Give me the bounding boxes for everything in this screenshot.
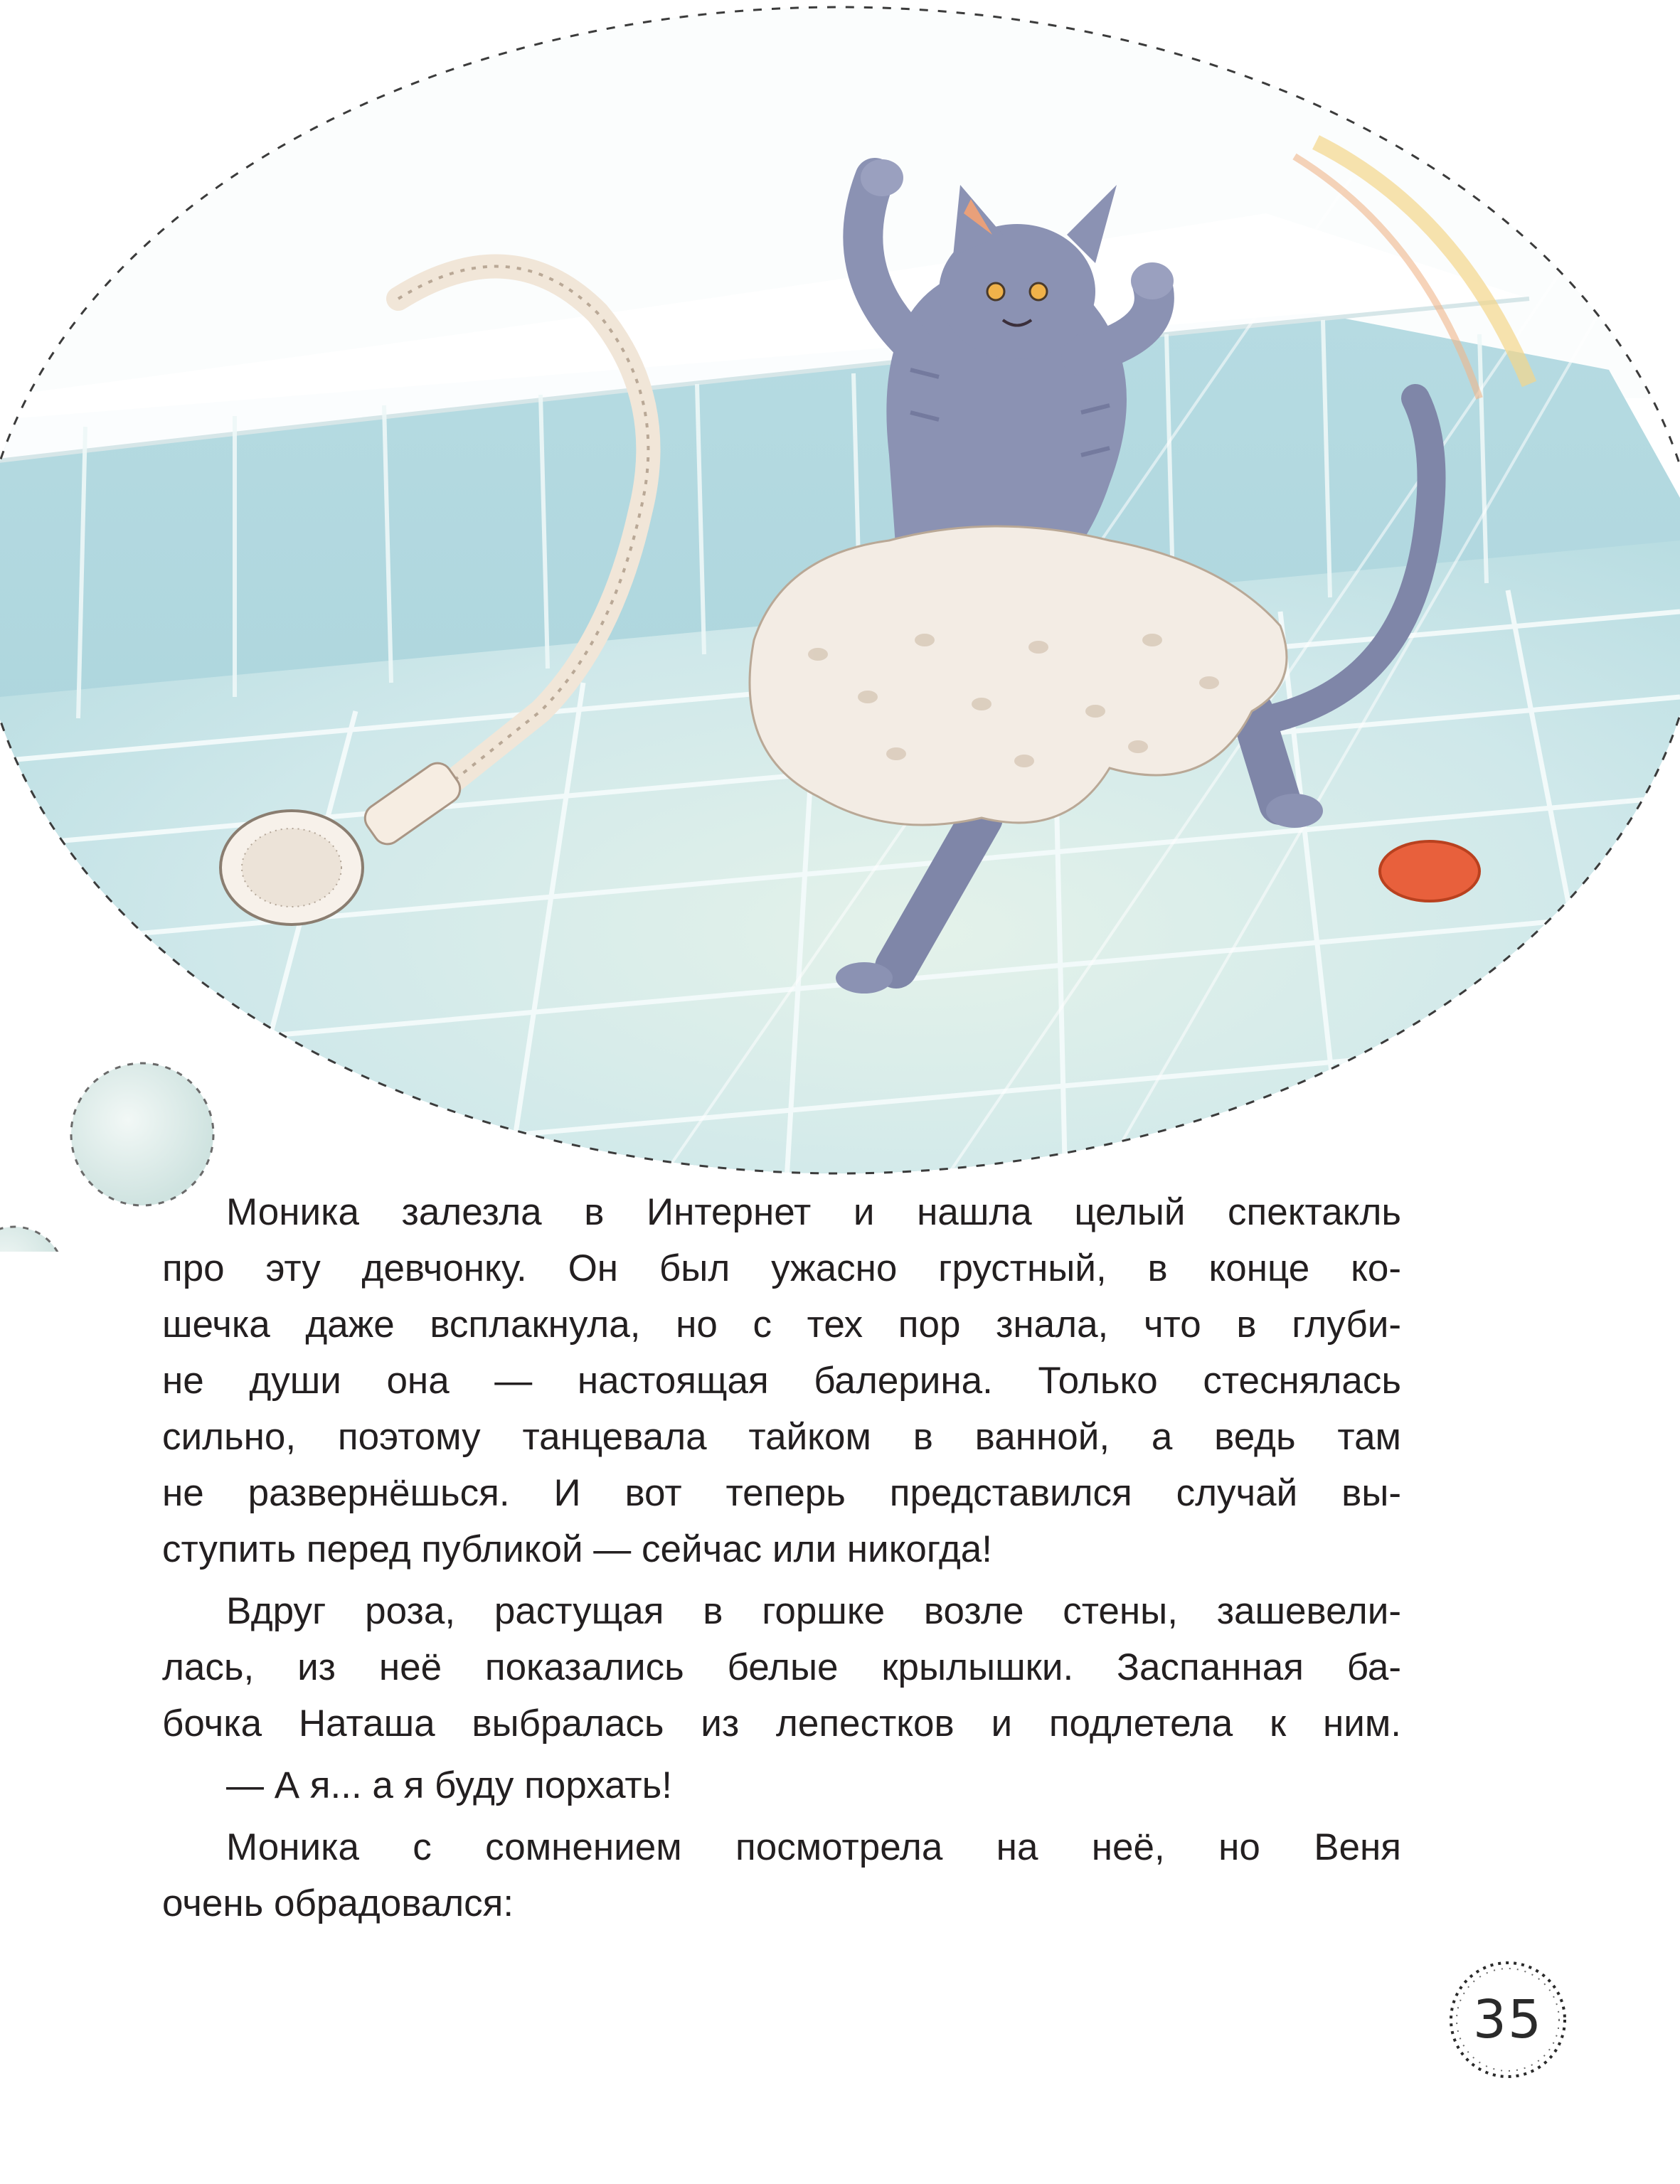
text-line: очень обрадовался: (162, 1882, 514, 1924)
text-line: бочка Наташа выбралась из лепестков и подлетела к ним. (162, 1703, 1401, 1744)
paragraph (162, 1819, 1401, 1932)
text-line: про эту девчонку. Он был ужасно грустный, в конце ко- (162, 1247, 1401, 1289)
text-line: лась, из неё показались белые крылышки. Заспанная ба- (162, 1646, 1401, 1688)
text-line: Вдруг роза, растущая в горшке возле стены, зашевели- (226, 1590, 1401, 1632)
text-line: ступить перед публикой — сейчас или никогда! (162, 1528, 992, 1570)
text-line: Моника с сомнением посмотрела на неё, но Веня (226, 1826, 1401, 1868)
paragraph (162, 1184, 1401, 1577)
paragraph (162, 1757, 1401, 1813)
text-line: шечка даже всплакнула, но с тех пор знала, что в глуби- (162, 1304, 1401, 1346)
story-text (162, 1184, 1401, 1937)
page-number: 35 (1472, 1989, 1543, 2050)
text-line: сильно, поэтому танцевала тайком в ванной, а ведь там (162, 1416, 1401, 1458)
text-line: не развернёшься. И вот теперь представился случай вы- (162, 1472, 1401, 1514)
soap-icon (1380, 841, 1479, 901)
text-line: Моника залезла в Интернет и нашла целый спектакль (226, 1191, 1401, 1233)
text-line: — А я... а я буду порхать! (226, 1764, 672, 1806)
paragraph (162, 1583, 1401, 1752)
text-line: не души она — настоящая балерина. Только стеснялась (162, 1360, 1401, 1402)
